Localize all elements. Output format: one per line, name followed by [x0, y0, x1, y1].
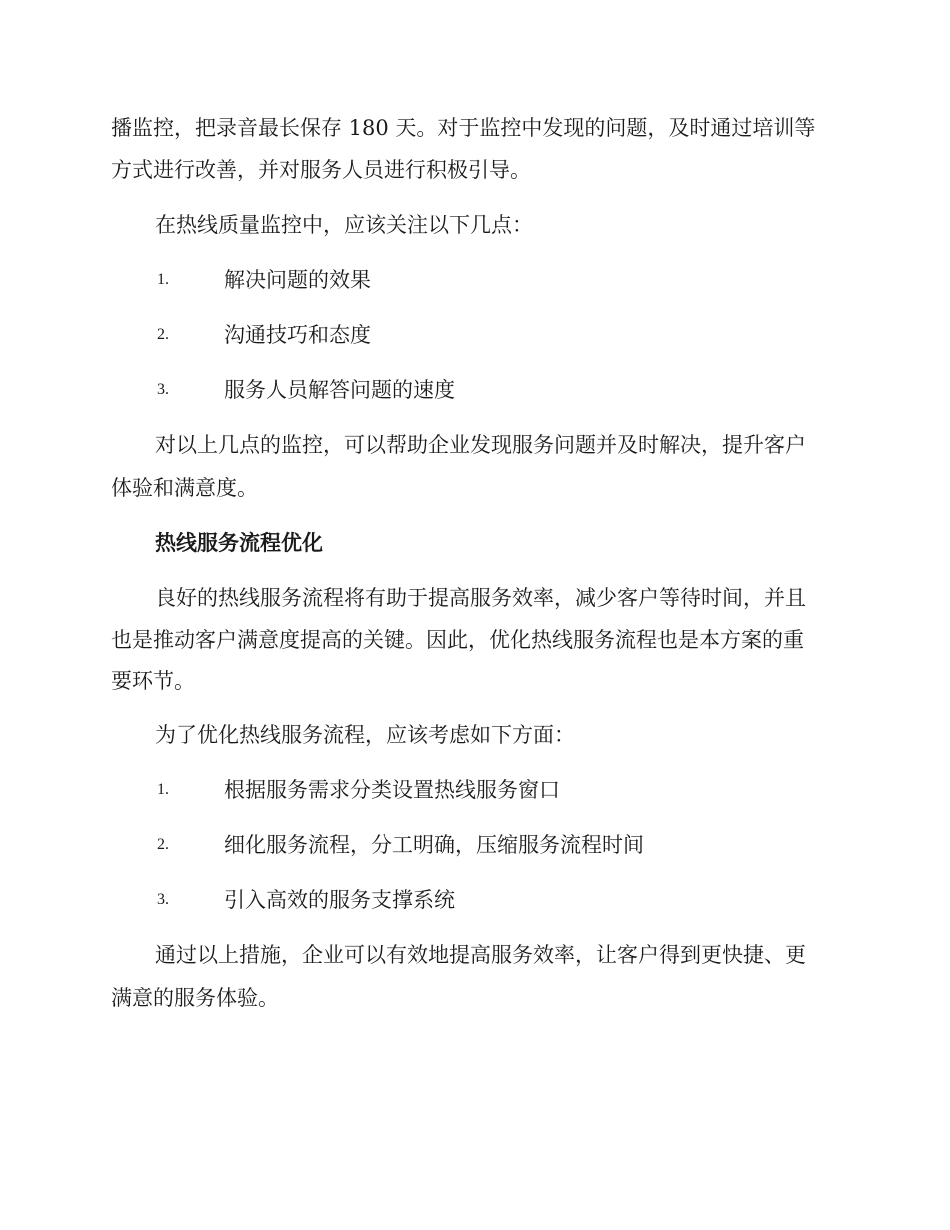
paragraph-line: 方式进行改善，并对服务人员进行积极引导。: [111, 158, 531, 182]
paragraph-line: 通过以上措施，企业可以有效地提高服务效率，让客户得到更快捷、更: [155, 943, 806, 967]
list-text: 根据服务需求分类设置热线服务窗口: [224, 778, 560, 802]
list-number: 3.: [157, 891, 169, 908]
paragraph-line: 要环节。: [111, 669, 195, 693]
list-item: [0, 886, 950, 914]
list-number: 2.: [157, 836, 169, 853]
paragraph-line: 为了优化热线服务流程，应该考虑如下方面：: [155, 723, 575, 747]
list-item: [0, 266, 950, 294]
list-text: 引入高效的服务支撑系统: [224, 888, 455, 912]
paragraph-line: 在热线质量监控中，应该关注以下几点：: [155, 213, 533, 237]
list-text: 服务人员解答问题的速度: [224, 378, 455, 402]
list-item: [0, 831, 950, 859]
list-item: [0, 321, 950, 349]
paragraph-line: 体验和满意度。: [111, 476, 258, 500]
list-text: 解决问题的效果: [224, 268, 371, 292]
section-heading: 热线服务流程优化: [155, 530, 323, 555]
paragraph-line: 对以上几点的监控，可以帮助企业发现服务问题并及时解决，提升客户: [155, 433, 806, 457]
paragraph-line: 播监控，把录音最长保存 180 天。对于监控中发现的问题，及时通过培训等: [111, 116, 816, 140]
list-text: 细化服务流程，分工明确，压缩服务流程时间: [224, 833, 644, 857]
list-number: 2.: [157, 326, 169, 343]
paragraph-line: 良好的热线服务流程将有助于提高服务效率，减少客户等待时间，并且: [155, 586, 806, 610]
list-number: 1.: [157, 781, 169, 798]
paragraph-line: 也是推动客户满意度提高的关键。因此，优化热线服务流程也是本方案的重: [111, 628, 804, 652]
list-number: 1.: [157, 271, 169, 288]
paragraph-line: 满意的服务体验。: [111, 986, 279, 1010]
list-item: [0, 376, 950, 404]
list-number: 3.: [157, 381, 169, 398]
list-item: [0, 776, 950, 804]
list-text: 沟通技巧和态度: [224, 323, 371, 347]
